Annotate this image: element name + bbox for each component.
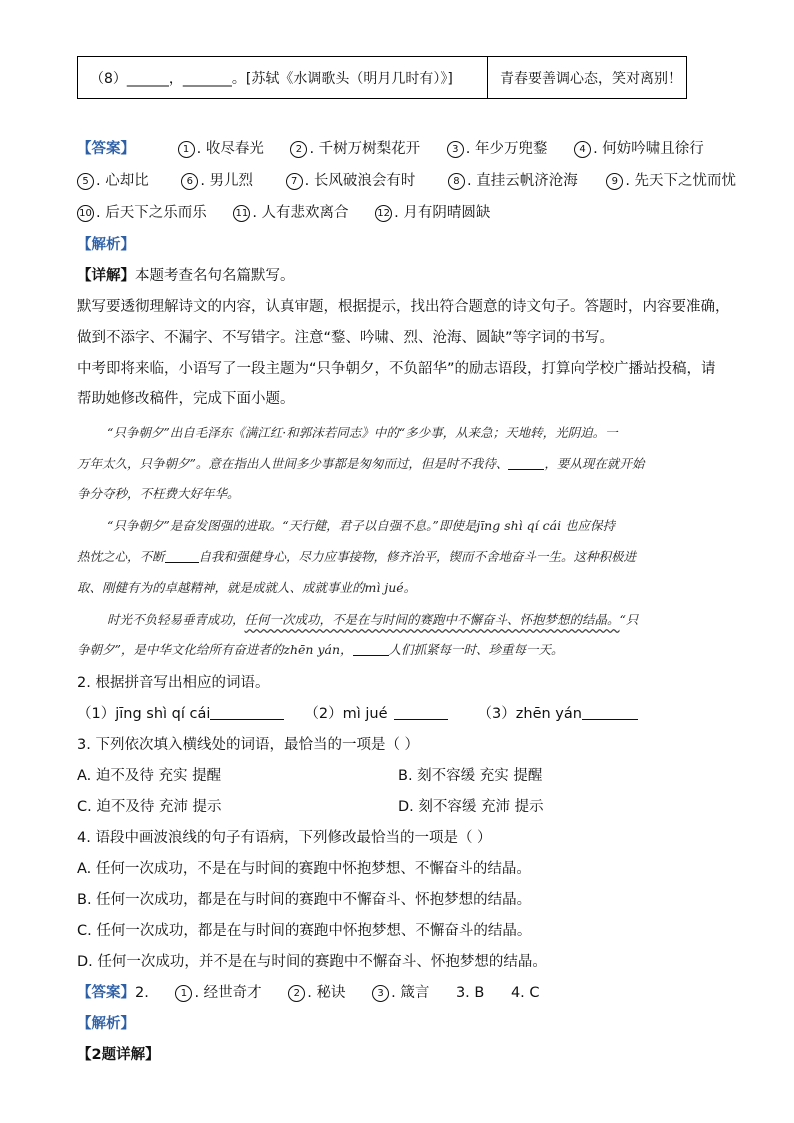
answer-item: 9 . 先天下之忧而忧: [606, 173, 736, 189]
answer-item: 7 . 长风破浪会有时: [286, 173, 416, 189]
detail-line-4: 中考即将来临，小语写了一段主题为“只争朝夕，不负韶华”的励志语段，打算向学校广播站投稿，请: [77, 361, 716, 377]
answer-line-1: [77, 137, 704, 158]
question-3-title: 3. 下列依次填入横线处的词语，最恰当的一项是（ ）: [77, 737, 420, 753]
circled-number: 10: [77, 205, 94, 222]
analysis-label: 【解析】: [77, 237, 135, 253]
q3-option-d: D. 刻不容缓 充沛 提示: [398, 799, 544, 815]
wavy-underlined-sentence: 任何一次成功，不是在与时间的赛跑中不懈奋斗、怀抱梦想的结晶。: [244, 612, 620, 627]
circled-number: 8: [448, 173, 465, 190]
circled-number: 2: [288, 985, 305, 1002]
table-cell-theme: 青春要善调心态，笑对离别！: [500, 70, 682, 87]
detail-line-1: 【详解】本题考查名句名篇默写。: [77, 268, 295, 284]
answer-line-3: [77, 201, 490, 222]
q4-option-c: C. 任何一次成功，都是在与时间的赛跑中怀抱梦想、不懈奋斗的结晶。: [77, 923, 532, 939]
answer-blank: [210, 719, 284, 720]
question-2-title: 2. 根据拼音写出相应的词语。: [77, 675, 270, 691]
answer-item: 12 . 月有阴晴圆缺: [375, 205, 490, 221]
circled-number: 7: [286, 173, 303, 190]
passage-p1-line3: 争分夺秒，不枉费大好年华。: [77, 486, 240, 501]
analysis-label-2: 【解析】: [77, 1016, 135, 1032]
detail-line-3: 做到不添字、不漏字、不写错字。注意“鍪、吟啸、烈、沧海、圆缺”等字词的书写。: [77, 330, 615, 346]
answer-item: 8 . 直挂云帆济沧海: [448, 173, 578, 189]
q4-option-d: D. 任何一次成功，并不是在与时间的赛跑中不懈奋斗、怀抱梦想的结晶。: [77, 954, 547, 970]
answer-item: 5 . 心却比: [77, 173, 149, 189]
q3-option-b: B. 刻不容缓 充实 提醒: [398, 768, 543, 784]
circled-number: 3: [447, 141, 464, 158]
answer-item: 6 . 男儿烈: [181, 173, 253, 189]
question-2-parts: （1）jīng shì qí cái （2）mì jué （3）zhēn yán: [77, 702, 638, 723]
circled-number: 11: [233, 205, 250, 222]
circled-number: 6: [181, 173, 198, 190]
question-4-title: 4. 语段中画波浪线的句子有语病，下列修改最恰当的一项是（ ）: [77, 830, 492, 846]
q2-detail-label: 【2题详解】: [77, 1047, 160, 1063]
detail-line-5: 帮助她修改稿件，完成下面小题。: [77, 391, 295, 407]
detail-label: 【详解】: [77, 268, 135, 284]
table-cell-question: （8）______，_______。[苏轼《水调歌头（明月几时有）》]: [78, 57, 488, 98]
q3-option-a: A. 迫不及待 充实 提醒: [77, 768, 222, 784]
answer-item: 2 . 秘诀: [288, 985, 345, 1001]
answer-item: 4 . 何妨吟啸且徐行: [574, 141, 704, 157]
answer-label: 【答案】: [77, 141, 135, 157]
passage-p3-line2: 争朝夕”，是中华文化给所有奋进者的zhēn yán， 人们抓紧每一时、珍重每一天。: [77, 642, 564, 657]
circled-number: 12: [375, 205, 392, 222]
circled-number: 3: [372, 985, 389, 1002]
circled-number: 1: [178, 141, 195, 158]
detail-line-2: 默写要透彻理解诗文的内容，认真审题，根据提示，找出符合题意的诗文句子。答题时，内容要准确，: [77, 299, 730, 315]
circled-number: 1: [175, 985, 192, 1002]
circled-number: 4: [574, 141, 591, 158]
answer-item: 1 . 收尽春光: [178, 141, 264, 157]
q3-option-c: C. 迫不及待 充沛 提示: [77, 799, 222, 815]
circled-number: 5: [77, 173, 94, 190]
passage-p2-line1: “只争朝夕”是奋发图强的进取。“天行健，君子以自强不息。”即使是jīng shì qí cái 也应保持: [107, 518, 616, 533]
poem-table-row: [77, 56, 687, 99]
answer-item: 10 . 后天下之乐而乐: [77, 205, 207, 221]
answer-blank: [582, 719, 638, 720]
circled-number: 9: [606, 173, 623, 190]
circled-number: 2: [290, 141, 307, 158]
answer-q3: 3. B: [455, 985, 485, 1001]
passage-p2-line3: 取、刚健有为的卓越精神，就是成就人、成就事业的mì jué。: [77, 580, 417, 595]
answer-line-2: [77, 169, 736, 190]
answer-item: 11 . 人有悲欢离合: [233, 205, 348, 221]
passage-p3-line1: 时光不负轻易垂青成功，任何一次成功，不是在与时间的赛跑中不懈奋斗、怀抱梦想的结晶。“只: [107, 612, 639, 627]
passage-p1-line1: “只争朝夕”出自毛泽东《满江红·和郭沫若同志》中的“多少事，从来急；天地转，光阴迫。一: [107, 425, 618, 440]
fill-blank: [353, 655, 389, 656]
q4-option-b: B. 任何一次成功，都是在与时间的赛跑中不懈奋斗、怀抱梦想的结晶。: [77, 892, 532, 908]
q4-option-a: A. 任何一次成功，不是在与时间的赛跑中怀抱梦想、不懈奋斗的结晶。: [77, 861, 531, 877]
answer-item: 2 . 千树万树梨花开: [290, 141, 420, 157]
answer-blank: [394, 719, 448, 720]
fill-blank: [508, 469, 544, 470]
answer-item: 1 . 经世奇才: [175, 985, 261, 1001]
answer-q4: 4. C: [510, 985, 540, 1001]
passage-p1-line2: 万年太久，只争朝夕”。意在指出人世间多少事都是匆匆而过，但是时不我待、 ，要从现在就开始: [77, 456, 645, 471]
answer-line-4: 【答案】2. 1 . 经世奇才 2 . 秘诀 3 . 箴言 3. B 4. C: [77, 985, 540, 1001]
answer-item: 3 . 年少万兜鍪: [447, 141, 548, 157]
answer-label: 【答案】: [77, 985, 135, 1001]
passage-p2-line2: 热忱之心，不断 自我和强健身心，尽力应事接物，修齐治平，锲而不舍地奋斗一生。这种积极进: [77, 549, 637, 564]
answer-item: 3 . 箴言: [372, 985, 429, 1001]
fill-blank: [165, 562, 199, 563]
